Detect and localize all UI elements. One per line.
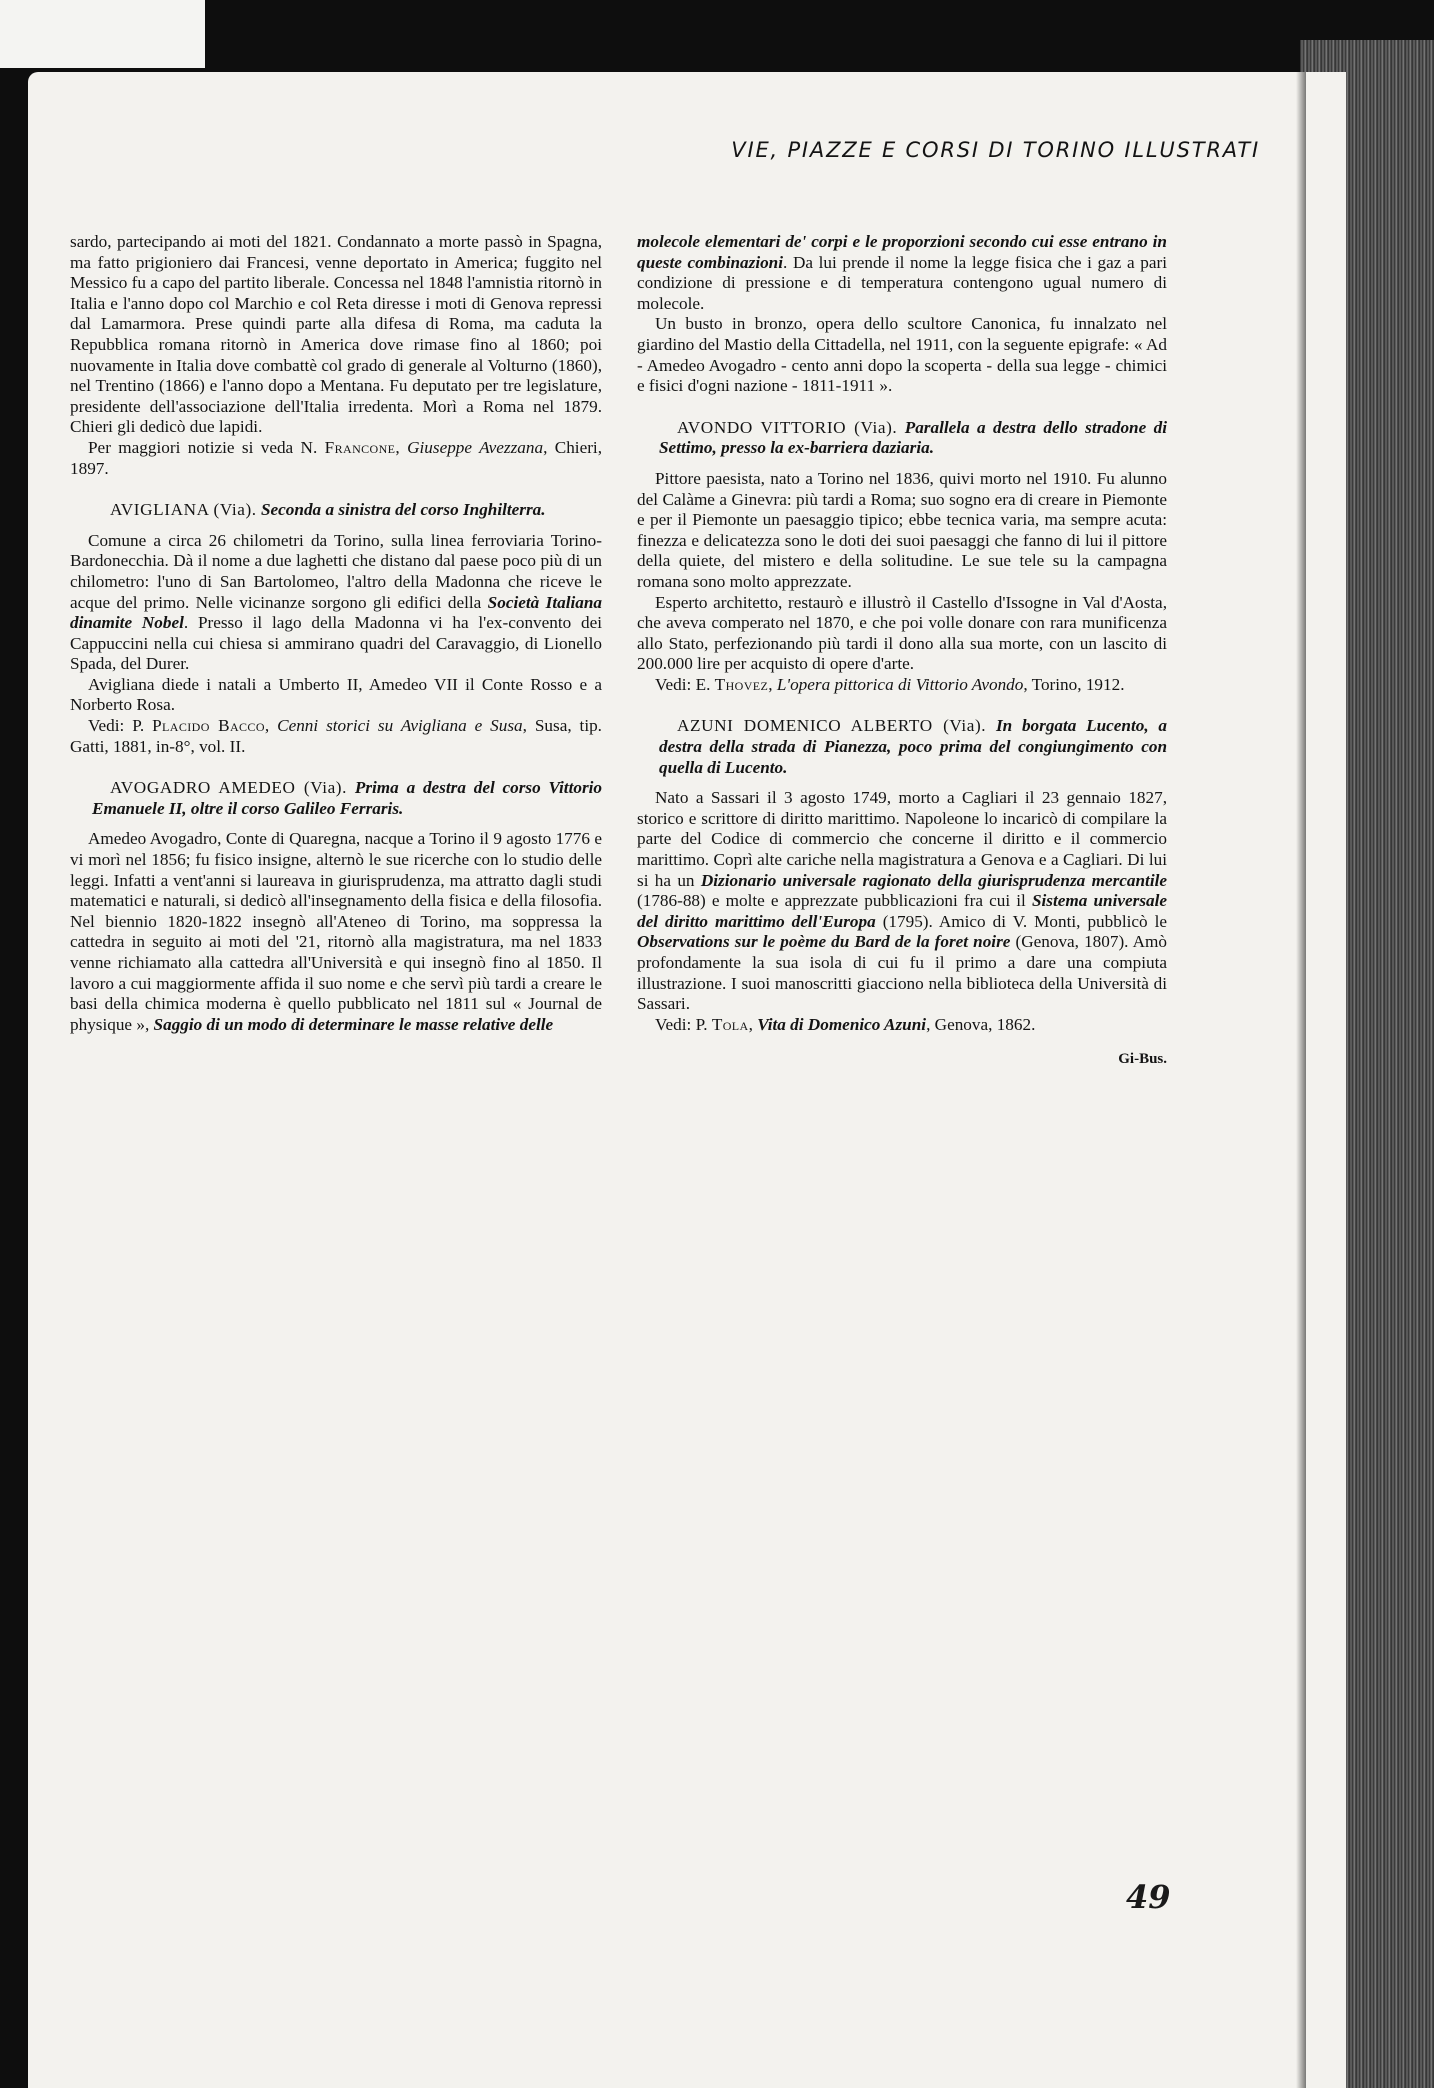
- paragraph-avigliana-1: Comune a circa 26 chilometri da Torino, sulla linea ferroviaria Torino-Bardonecchia. Dà il nome a due laghetti che distano dal paese poco più di un chilometro: l'uno di San Bartolomeo, l'altro della Madonna che riceve le acque del primo. Nelle vicinanze sorgono gli edifici della Società Italiana dinamite Nobel. Presso il lago della Madonna vi ha l'ex-convento dei Cappuccini nella cui chiesa si ammirano quadri del Caravaggio, di Lionello Spada, del Durer.: [70, 530, 603, 674]
- running-header: VIE, PIAZZE E CORSI DI TORINO ILLUSTRATI: [731, 138, 1260, 162]
- paragraph-azuni-1: Nato a Sassari il 3 agosto 1749, morto a Cagliari il 23 gennaio 1827, storico e scrittore di diritto marittimo. Napoleone lo incaricò di compilare la parte del Codice di commercio che concerne il diritto e il commercio marittimo. Coprì alte cariche nella magistratura a Genova e a Cagliari. Di lui si ha un Dizionario universale ragionato della giurisprudenza mercantile (1786-88) e molte e apprezzate pubblicazioni fra cui il Sistema universale del diritto marittimo dell'Europa (1795). Amico di V. Monti, pubblicò le Observations sur le poème du Bard de la foret noire (Genova, 1807). Amò profondamente la sua isola di cui fu il primo a dare una compiuta illustrazione. I suoi manoscritti giacciono nella biblioteca della Università di Sassari.: [637, 788, 1168, 1014]
- page-number: 49: [1126, 1878, 1171, 1916]
- paragraph-avondo-2: Esperto architetto, restaurò e illustrò il Castello d'Issogne in Val d'Aosta, che aveva comperato nel 1870, e che poi volle donare con rara munificenza allo Stato, perfezionando più tardi il dono alla sua morte, con un lascito di 200.000 lire per acquisto di opere d'arte.: [637, 592, 1167, 674]
- scan-corner-paper: [0, 0, 205, 68]
- paragraph-avezzana-bio: sardo, partecipando ai moti del 1821. Condannato a morte passò in Spagna, ma fatto prigioniero dai Francesi, venne deportato in America; fuggito nel Messico fu a capo del partito liberale. Concessa nel 1848 l'amnistia ritornò in Italia e l'anno dopo col Marchio e col Reta diresse i moti di Genova repressi dal Lamarmora. Prese quindi parte alla difesa di Roma, ma caduta la Repubblica romana ritornò in America dove rimase fino al 1860; poi nuovamente in Italia dove combattè col grado di generale al Volturno (1860), nel Trentino (1866) e l'anno dopo a Mentana. Fu deputato per tre legislature, presidente dell'associazione dell'Italia irredenta. Morì a Roma nel 1879. Chieri gli dedicò due lapidi.: [70, 232, 602, 437]
- paragraph-avondo-ref: Vedi: E. Thovez, L'opera pittorica di Vittorio Avondo, Torino, 1912.: [655, 674, 1125, 694]
- paragraph-azuni-ref: Vedi: P. Tola, Vita di Domenico Azuni, Genova, 1862.: [655, 1014, 1036, 1034]
- author-signature: Gi-Bus.: [1118, 1051, 1167, 1068]
- entry-heading-azuni: AZUNI DOMENICO ALBERTO (Via). In borgata Lucento, a destra della strada di Pianezza, poco prima del congiungimento con quella di Lucento.: [659, 716, 1167, 777]
- paragraph-avogadro-2: molecole elementari de' corpi e le proporzioni secondo cui esse entrano in queste combinazioni. Da lui prende il nome la legge fisica che i gaz a pari condizione di pressione e di temperatura contengono ugual numero di molecole.: [637, 232, 1167, 313]
- paragraph-avigliana-2: Avigliana diede i natali a Umberto II, Amedeo VII il Conte Rosso e a Norberto Rosa.: [70, 674, 602, 715]
- paragraph-avondo-1: Pittore paesista, nato a Torino nel 1836, quivi morto nel 1910. Fu alunno del Calàme a Ginevra: più tardi a Roma; suo sogno era di creare in Piemonte e per il Piemonte un paesaggio tipico; ebbe tecnica varia, ma sempre acuta: finezza e delicatezza sono le doti dei suoi paesaggi che fanno di lui il pittore della quiete, del mistero e della solitudine. Le sue tele su la campagna romana sono molto apprezzate.: [637, 468, 1167, 591]
- paragraph-avogadro-bust: Un busto in bronzo, opera dello scultore Canonica, fu innalzato nel giardino del Mastio della Cittadella, nel 1911, con la seguente epigrafe: « Ad - Amedeo Avogadro - cento anni dopo la scoperta - della sua legge - chimici e fisici d'ogni nazione - 1811-1911 ».: [637, 314, 1167, 396]
- scan-frame-top: [0, 0, 1434, 78]
- entry-heading-avondo: AVONDO VITTORIO (Via). Parallela a destra dello stradone di Settimo, presso la ex-barriera daziaria.: [659, 417, 1168, 458]
- left-column: [70, 232, 602, 1035]
- page-edge-shadow: [1296, 72, 1306, 2088]
- paragraph-avezzana-ref: Per maggiori notizie si veda N. Francone, Giuseppe Avezzana, Chieri, 1897.: [70, 437, 602, 478]
- paragraph-avigliana-ref: Vedi: P. Placido Bacco, Cenni storici su Avigliana e Susa, Susa, tip. Gatti, 1881, in-8°, vol. II.: [70, 716, 602, 756]
- right-column: [637, 232, 1167, 1070]
- entry-heading-avogadro: AVOGADRO AMEDEO (Via). Prima a destra del corso Vittorio Emanuele II, oltre il corso Galileo Ferraris.: [92, 778, 603, 818]
- paragraph-avogadro-1: Amedeo Avogadro, Conte di Quaregna, nacque a Torino il 9 agosto 1776 e vi morì nel 1856; fu fisico insigne, alternò le sue ricerche con lo studio delle leggi. Infatti a vent'anni si laureava in giurisprudenza, ma attratto dagli studi matematici e naturali, si dedicò all'insegnamento della fisica e della filosofia. Nel biennio 1820-1822 insegnò all'Ateneo di Torino, ma soppressa la cattedra in seguito ai moti del '21, ritornò alla magistratura, ma nel 1833 venne richiamato alla cattedra all'Università e qui insegnò fino al 1850. Il lavoro a cui maggiormente affida il suo nome e che servì più tardi a creare le basi della chimica moderna è quello pubblicato nel 1811 sul « Journal de physique », Saggio di un modo di determinare le masse relative delle: [70, 829, 602, 1034]
- entry-heading-avigliana: AVIGLIANA (Via). Seconda a sinistra del corso Inghilterra.: [110, 500, 546, 520]
